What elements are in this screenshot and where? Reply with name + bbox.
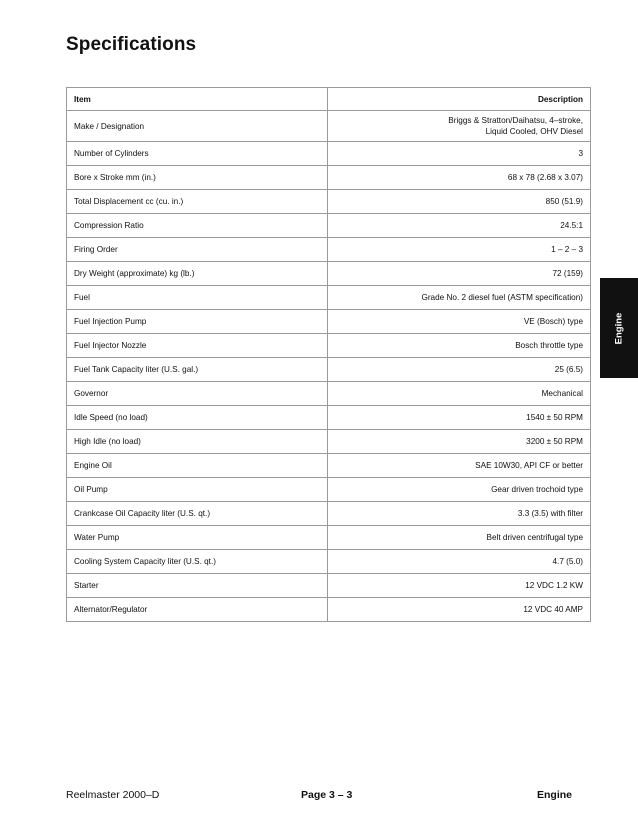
table-row [67,111,591,142]
spec-description [328,166,591,190]
spec-item: Compression Ratio [67,214,328,238]
spec-description-line: 1540 ± 50 RPM [526,413,583,422]
spec-description [328,286,591,310]
header-item: Item [67,88,328,111]
spec-item: Bore x Stroke mm (in.) [67,166,328,190]
table-row [67,454,591,478]
spec-description [328,550,591,574]
spec-item: Fuel Tank Capacity liter (U.S. gal.) [67,358,328,382]
table-row [67,502,591,526]
spec-item: Make / Designation [67,111,328,142]
spec-description-line: 68 x 78 (2.68 x 3.07) [507,173,583,182]
table-row [67,382,591,406]
table-row [67,190,591,214]
page-title: Specifications [66,34,197,55]
spec-item: Governor [67,382,328,406]
spec-description-line: Liquid Cooled, OHV Diesel [485,127,583,136]
spec-item: Fuel Injector Nozzle [67,334,328,358]
table-row [67,262,591,286]
specifications-table [66,87,591,622]
spec-description-line: Grade No. 2 diesel fuel (ASTM specification) [421,293,583,302]
table-row [67,550,591,574]
table-row [67,574,591,598]
table-row [67,238,591,262]
spec-description-line: SAE 10W30, API CF or better [475,461,583,470]
spec-description-line: Gear driven trochoid type [491,485,583,494]
spec-description-line: 3 [578,149,583,158]
spec-description-line: 12 VDC 1.2 KW [525,581,583,590]
table-row [67,142,591,166]
spec-description [328,238,591,262]
spec-description [328,310,591,334]
spec-item: Engine Oil [67,454,328,478]
spec-item: Total Displacement cc (cu. in.) [67,190,328,214]
spec-item: Alternator/Regulator [67,598,328,622]
footer-page-number: Page 3 – 3 [301,789,353,801]
table-row [67,358,591,382]
section-side-tab [600,278,638,378]
spec-description [328,478,591,502]
spec-item: High Idle (no load) [67,430,328,454]
spec-description-line: 3200 ± 50 RPM [526,437,583,446]
spec-item: Firing Order [67,238,328,262]
table-row [67,334,591,358]
spec-description [328,142,591,166]
spec-item: Fuel Injection Pump [67,310,328,334]
spec-item: Oil Pump [67,478,328,502]
spec-description-line: VE (Bosch) type [523,317,583,326]
spec-description [328,111,591,142]
spec-description-line: 25 (6.5) [554,365,583,374]
table-row [67,310,591,334]
table-row [67,430,591,454]
spec-item: Cooling System Capacity liter (U.S. qt.) [67,550,328,574]
spec-description [328,190,591,214]
spec-description-line: Belt driven centrifugal type [486,533,583,542]
spec-description [328,358,591,382]
spec-description [328,214,591,238]
table-row [67,286,591,310]
spec-description [328,406,591,430]
spec-description [328,574,591,598]
spec-description-line: Briggs & Stratton/Daihatsu, 4–stroke, [448,116,583,125]
spec-item: Number of Cylinders [67,142,328,166]
table-row [67,478,591,502]
spec-description-line: 72 (159) [552,269,583,278]
spec-description-line: Mechanical [541,389,583,398]
table-row [67,598,591,622]
table-row [67,214,591,238]
spec-item: Fuel [67,286,328,310]
spec-description [328,262,591,286]
spec-description [328,334,591,358]
table-body [67,111,591,622]
spec-description [328,598,591,622]
footer-section: Engine [537,789,573,801]
spec-description-line: 12 VDC 40 AMP [523,605,583,614]
spec-description-line: 4.7 (5.0) [552,557,583,566]
spec-item: Starter [67,574,328,598]
side-tab-label: Engine [613,312,625,344]
spec-description [328,382,591,406]
spec-description-line: 1 – 2 – 3 [551,245,583,254]
table-header-row [67,88,591,111]
table-row [67,526,591,550]
spec-description [328,526,591,550]
header-description: Description [328,88,591,111]
table-row [67,406,591,430]
spec-description-line: 3.3 (3.5) with filter [517,509,583,518]
spec-description-line: 24.5:1 [560,221,583,230]
footer-model: Reelmaster 2000–D [66,789,160,801]
spec-description [328,502,591,526]
spec-item: Crankcase Oil Capacity liter (U.S. qt.) [67,502,328,526]
spec-description [328,430,591,454]
spec-item: Idle Speed (no load) [67,406,328,430]
spec-item: Water Pump [67,526,328,550]
spec-description [328,454,591,478]
table-row [67,166,591,190]
spec-item: Dry Weight (approximate) kg (lb.) [67,262,328,286]
spec-description-line: Bosch throttle type [515,341,583,350]
spec-description-line: 850 (51.9) [545,197,583,206]
